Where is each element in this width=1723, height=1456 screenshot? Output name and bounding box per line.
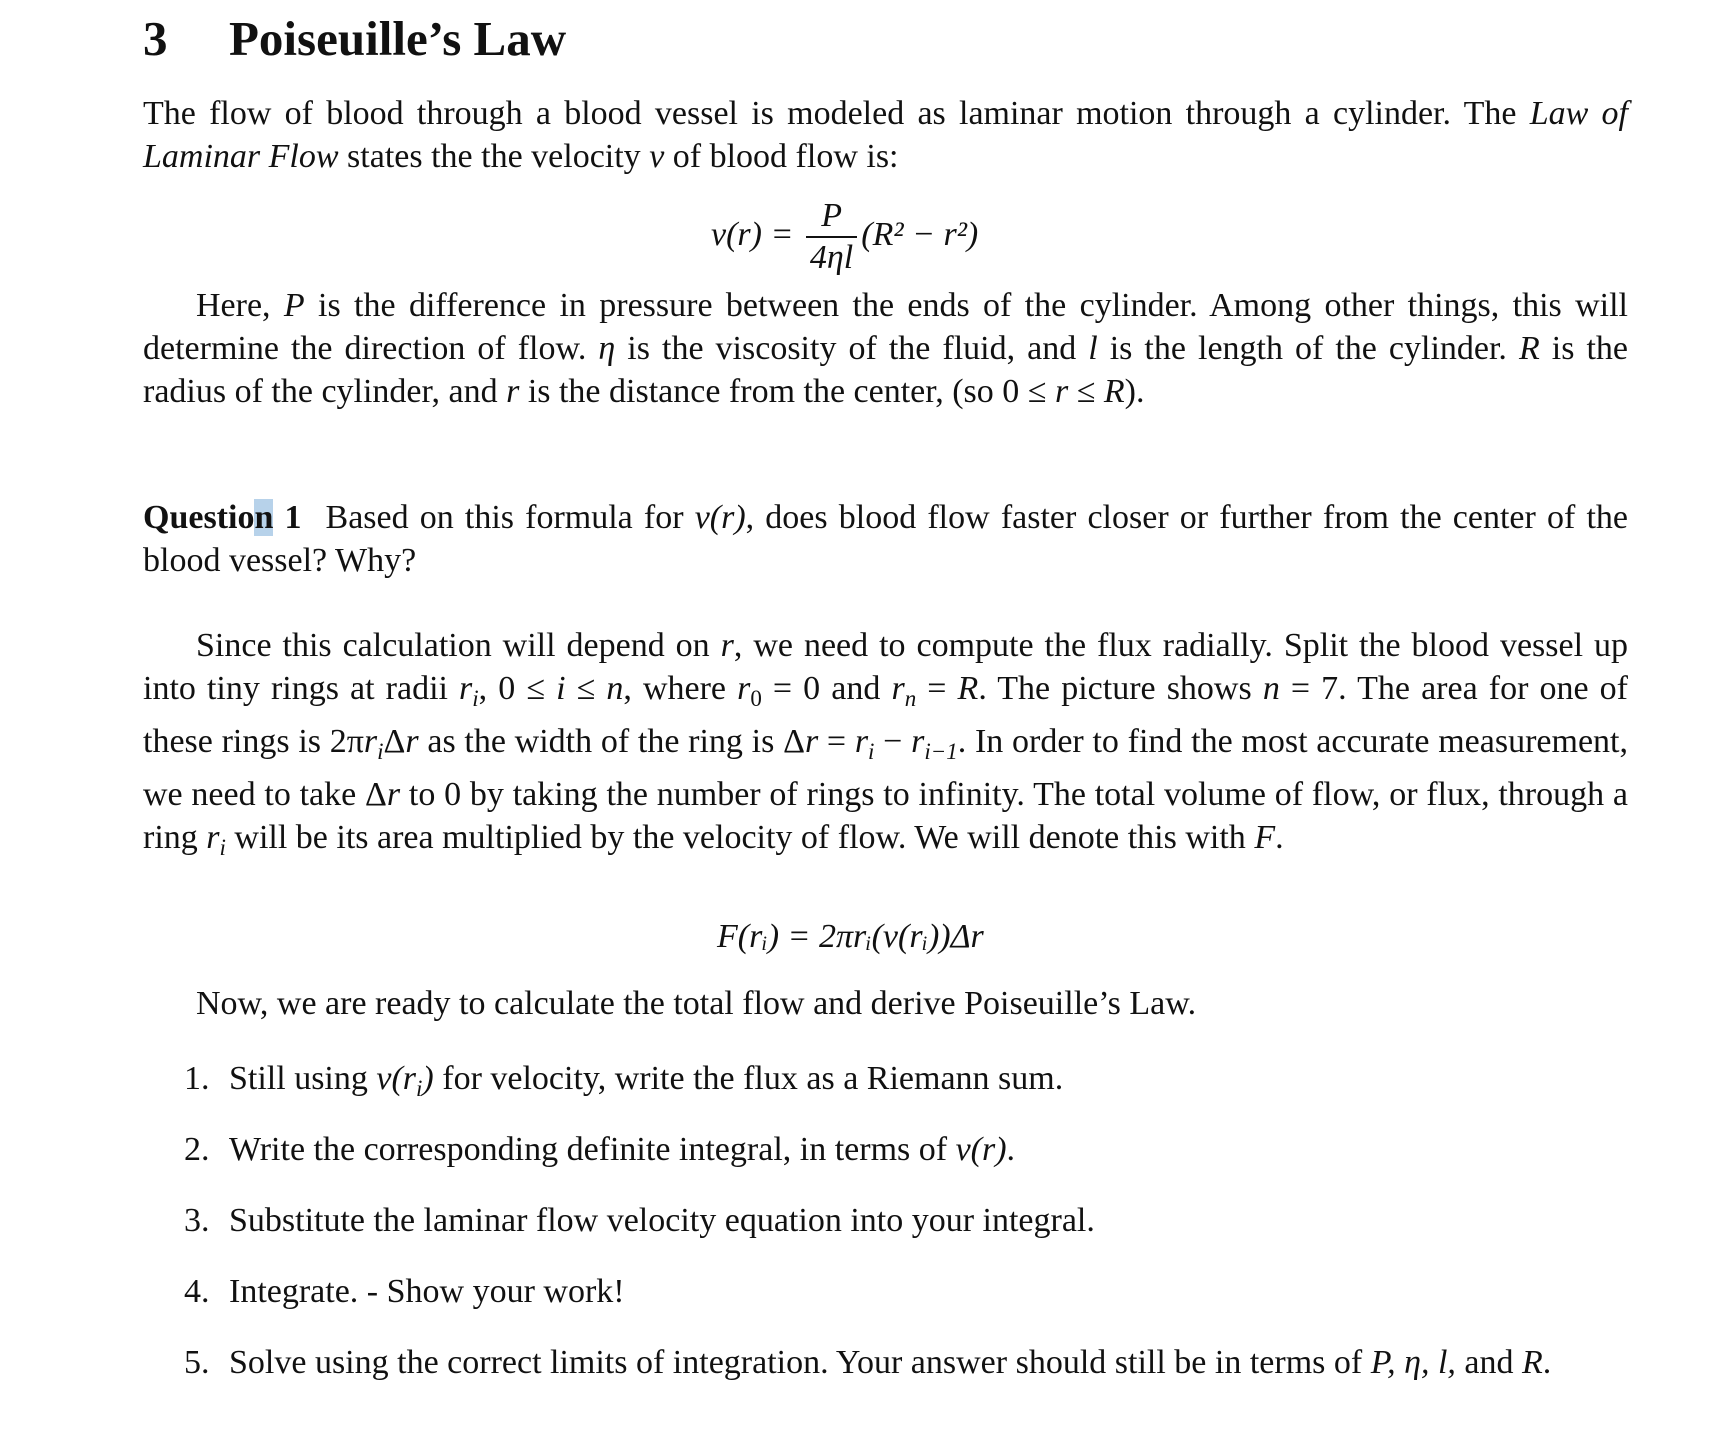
intro-paragraph: The flow of blood through a blood vessel is modeled as laminar motion through a cylinder. The Law of Laminar Flow states the the velocity v of blood flow is: (143, 95, 1628, 175)
laminar-flow-equation: v(r) = $\frac{P}{4\eta l}$ (R² − r²) (711, 197, 979, 276)
flux-paragraph: Since this calculation will depend on r, we need to compute the flux radially. Split the blood vessel up into tiny rings at radii $r_i$, 0 ≤ i ≤ n, where $r_0 = 0$ and $r_n = R$. The picture shows n = 7. The area for one of these rings is $2\pi r_i\Delta r$ as the width of the ring is $\Delta r = r_i - r_{i-1}$. In order to find the most accurate measurement, we need to take Δr to 0 by taking the number of rings to infinity. The total volume of flow, or flux, through a ring $r_i$ will be its area multiplied by the velocity of flow. We will denote this with F. (143, 627, 1628, 860)
transition-sentence: Now, we are ready to calculate the total flow and derive Poiseuille’s Law. (196, 985, 1197, 1022)
text-selection-highlight[interactable]: n (254, 499, 274, 536)
equation-fraction: $\frac{P}{4\eta l}$ (806, 196, 857, 278)
list-item: 3. Substitute the laminar flow velocity equation into your integral. (184, 1202, 1095, 1239)
section-heading (143, 10, 566, 67)
section-title: Poiseuille’s Law (229, 11, 567, 66)
question-label: Question 1 (143, 499, 302, 536)
list-item: 4. Integrate. - Show your work! (184, 1273, 625, 1310)
law-name: Law of Laminar Flow (143, 95, 1628, 175)
list-item: 1. Still using $v(r_i)$ for velocity, write the flux as a Riemann sum. (184, 1060, 1064, 1101)
explanation-paragraph: Here, P is the difference in pressure between the ends of the cylinder. Among other things, this will determine the direction of flow. η is the viscosity of the fluid, and l is the length of the cylinder. R is the radius of the cylinder, and r is the distance from the center, (so 0 ≤ r ≤ R). (143, 287, 1629, 410)
flux-equation: F(rᵢ) = 2πrᵢ(v(rᵢ))Δr (717, 918, 984, 955)
section-number: 3 (143, 11, 168, 66)
question-1: Question 1 Based on this formula for v(r), does blood flow faster closer or further from the center of the blood vessel? Why? (143, 499, 1628, 579)
list-item: 2. Write the corresponding definite integral, in terms of v(r). (184, 1131, 1016, 1168)
list-item: 5. Solve using the correct limits of integration. Your answer should still be in terms of P, η, l, and R. (184, 1344, 1552, 1381)
